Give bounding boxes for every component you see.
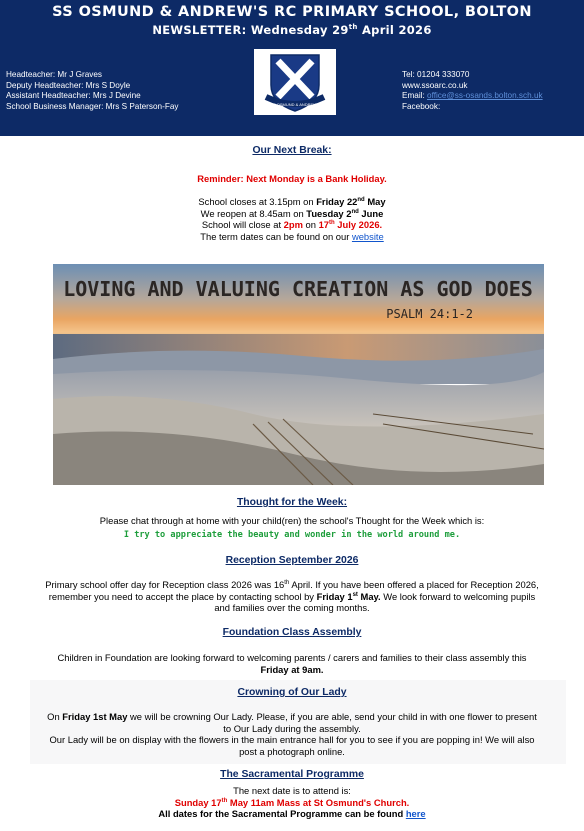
beach-sunset-photo (53, 264, 544, 485)
thought-intro: Please chat through at home with your child(ren) the school's Thought for the Week which is: (99, 515, 485, 526)
school-name: SS OSMUND & ANDREW'S RC PRIMARY SCHOOL, BOLTON (52, 4, 532, 20)
staff-business-manager: School Business Manager: Mrs S Paterson-Fay (6, 101, 179, 111)
sacramental-all-dates: All dates for the Sacramental Programme can be found here (158, 808, 426, 820)
email-link[interactable]: office@ss-osands.bolton.sch.uk (427, 91, 543, 100)
reception-line-3: and families over the coming months. (214, 602, 370, 614)
date-suffix: th (348, 23, 358, 32)
contact-email (402, 91, 543, 102)
school-crest-logo (254, 49, 336, 115)
sacramental-next: The next date is to attend is: (233, 785, 351, 796)
email-label: Email: (402, 91, 428, 100)
crowning-line-1: On Friday 1st May we will be crowning Our Lady. Please, if you are able, send your child in with one flower to present (47, 711, 537, 722)
july-close-line: School will close at 2pm on 17th July 2026. (201, 219, 383, 231)
reception-heading: Reception September 2026 (225, 555, 359, 566)
sacramental-date: Sunday 17th May 11am Mass at St Osmund's Church. (174, 796, 410, 808)
reception-line-2: remember you need to accept the place by contacting school by Friday 1st May. We look forward to welcoming pupils (48, 590, 536, 602)
foundation-line-1: Children in Foundation are looking forward to welcoming parents / carers and families to their class assembly this (57, 652, 527, 663)
contact-facebook[interactable]: Facebook: (402, 101, 441, 111)
next-break-heading: Our Next Break: (252, 145, 332, 156)
reception-body (0, 579, 584, 614)
reception-line-1: Primary school offer day for Reception class 2026 was 16th April. If you have been offered a placed for Reception 2026, (45, 579, 539, 590)
newsletter-date-month: April 2026 (357, 23, 432, 37)
break-dates (0, 196, 584, 242)
crest-icon (254, 49, 336, 115)
sacramental-here-link[interactable]: here (405, 808, 426, 820)
term-dates-line: The term dates can be found on our website (200, 230, 384, 242)
thought-heading (0, 497, 584, 508)
foundation-line-2: Friday at 9am. (260, 663, 324, 675)
contact-web[interactable]: www.ssoarc.co.uk (402, 80, 468, 90)
staff-deputy: Deputy Headteacher: Mrs S Doyle (6, 80, 131, 90)
foundation-body (0, 652, 584, 675)
thought-heading-colon: : (343, 497, 348, 508)
banner-psalm-ref: PSALM 24:1-2 (386, 307, 473, 321)
staff-assistant: Assistant Headteacher: Mrs J Devine (6, 91, 141, 100)
crowning-heading: Crowning of Our Lady (237, 687, 347, 698)
sacramental-heading: The Sacramental Programme (220, 769, 364, 780)
creation-banner-image (53, 264, 544, 485)
staff-list (6, 70, 178, 112)
contact-tel: Tel: 01204 333070 (402, 70, 470, 79)
thought-quote: I try to appreciate the beauty and wonder in the world around me. (123, 530, 461, 540)
newsletter-header (0, 0, 584, 136)
newsletter-date-text: NEWSLETTER: Wednesday 29 (152, 23, 349, 37)
crest-motto: SS OSMUND & ANDREWS (270, 102, 320, 107)
banner-title: LOVING AND VALUING CREATION AS GOD DOES (63, 277, 533, 301)
close-date-line: School closes at 3.15pm on Friday 22nd May (198, 196, 386, 207)
reopen-date-line: We reopen at 8.45am on Tuesday 2nd June (200, 207, 384, 219)
bank-holiday-reminder: Reminder: Next Monday is a Bank Holiday. (197, 173, 387, 184)
thought-heading-text: Thought for the Week (236, 497, 344, 508)
staff-headteacher: Headteacher: Mr J Graves (6, 70, 103, 79)
foundation-heading: Foundation Class Assembly (222, 627, 362, 638)
crowning-body (0, 711, 584, 757)
crowning-line-2: to Our Lady during the assembly. (223, 722, 361, 734)
newsletter-date (0, 23, 584, 37)
website-link[interactable]: website (351, 230, 384, 242)
crowning-line-3: Our Lady will be on display with the flowers in the main entrance hall for you to see if you are popping in! We will also (49, 734, 535, 746)
contact-details (402, 70, 543, 112)
sacramental-body (0, 785, 584, 820)
crowning-line-4: post a photograph online. (239, 745, 345, 757)
